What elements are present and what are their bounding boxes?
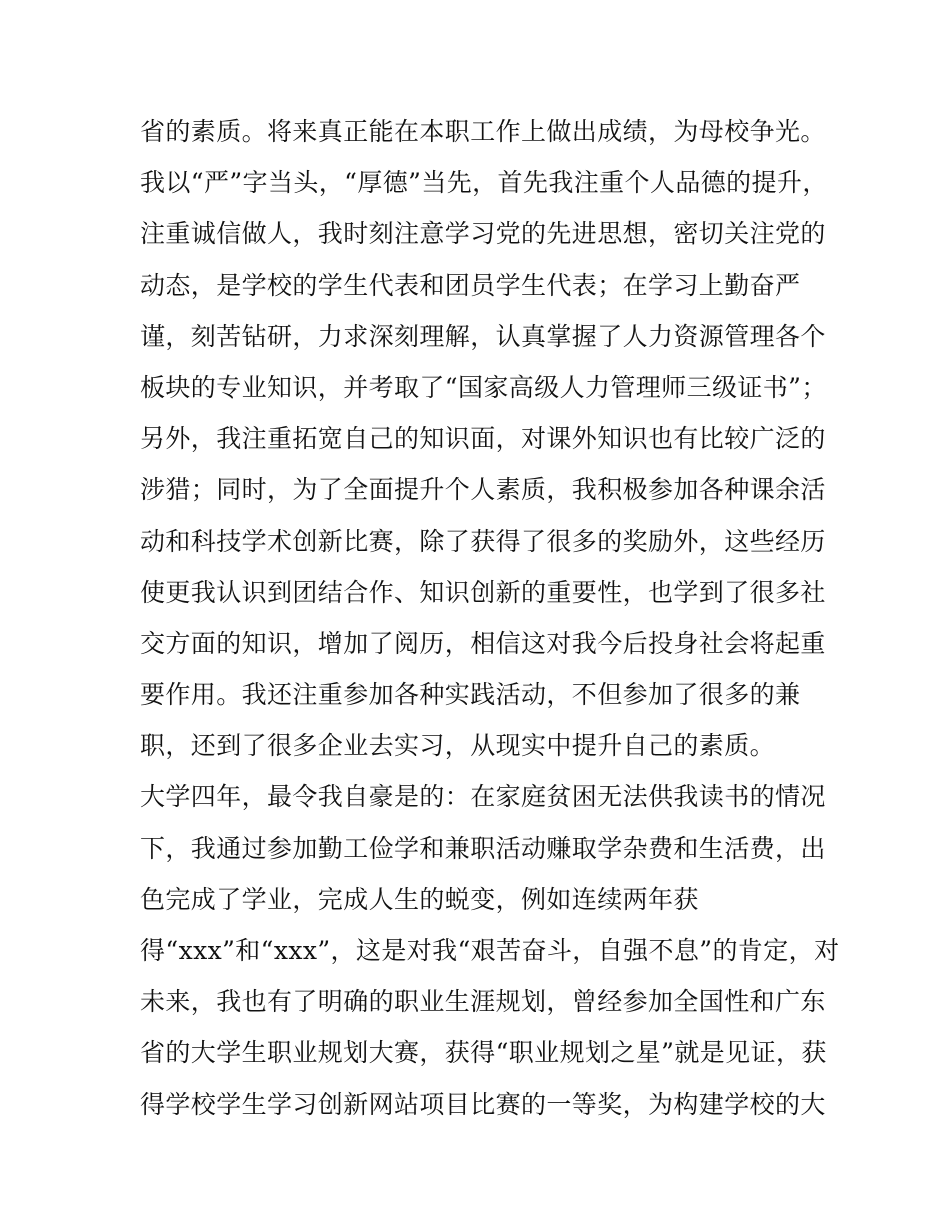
text-line: 交方面的知识，增加了阅历，相信这对我今后投身社会将起重 [140,628,826,658]
text-line: 得“xxx”和“xxx”，这是对我“艰苦奋斗，自强不息”的肯定，对 [140,936,840,965]
text-line: 未来，我也有了明确的职业生涯规划，曾经参加全国性和广东 [140,987,826,1017]
text-line: 涉猎；同时，为了全面提升个人素质，我积极参加各种课余活 [140,475,826,505]
text-line: 使更我认识到团结合作、知识创新的重要性，也学到了很多社 [140,577,826,607]
text-line: 省的素质。将来真正能在本职工作上做出成绩，为母校争光。 [140,117,826,146]
text-line: 职，还到了很多企业去实习，从现实中提升自己的素质。 [140,731,776,761]
text-line: 注重诚信做人，我时刻注意学习党的先进思想，密切关注党的 [140,219,826,249]
text-line: 得学校学生学习创新网站项目比赛的一等奖，为构建学校的大 [140,1089,826,1119]
text-line: 色完成了学业，完成人生的蜕变，例如连续两年获 [140,884,699,914]
text-line: 省的大学生职业规划大赛，获得“职业规划之星”就是见证，获 [140,1038,827,1068]
text-line: 动态，是学校的学生代表和团员学生代表；在学习上勤奋严 [140,270,801,300]
text-line: 动和科技学术创新比赛，除了获得了很多的奖励外，这些经历 [140,526,826,556]
text-line: 我以“严”字当头，“厚德”当先，首先我注重个人品德的提升， [140,168,828,198]
text-line: 板块的专业知识，并考取了“国家高级人力管理师三级证书”； [140,372,827,402]
text-line: 大学四年，最令我自豪是的：在家庭贫困无法供我读书的情况 [140,782,826,812]
text-line: 谨，刻苦钻研，力求深刻理解，认真掌握了人力资源管理各个 [140,321,826,351]
text-line: 另外，我注重拓宽自己的知识面，对课外知识也有比较广泛的 [140,424,826,454]
body-text [140,106,840,1130]
text-line: 要作用。我还注重参加各种实践活动，不但参加了很多的兼 [140,680,801,710]
text-line: 下，我通过参加勤工俭学和兼职活动赚取学杂费和生活费，出 [140,833,826,863]
